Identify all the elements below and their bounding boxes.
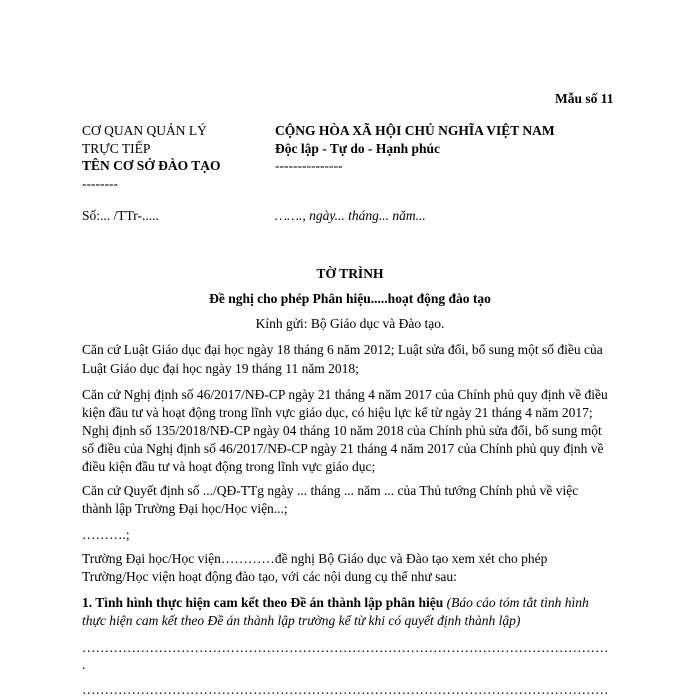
document-subject: Đề nghị cho phép Phân hiệu.....hoạt động đào tạo xyxy=(209,291,491,306)
legal-basis-2-line-3: Nghị định số 135/2018/NĐ-CP ngày 04 tháng 10 năm 2018 của Chính phủ sửa đổi, bổ sung một xyxy=(82,423,602,438)
legal-basis-placeholder: ……….; xyxy=(82,527,130,542)
document-number: Số:... /TTr-..... xyxy=(82,208,159,223)
right-divider: --------------- xyxy=(275,158,343,173)
country-name: CỘNG HÒA XÃ HỘI CHỦ NGHĨA VIỆT NAM xyxy=(275,123,555,138)
legal-basis-2-line-1: Căn cứ Nghị định số 46/2017/NĐ-CP ngày 21 tháng 4 năm 2017 của Chính phủ quy định về điều xyxy=(82,387,608,402)
document-title: TỜ TRÌNH xyxy=(316,266,384,281)
dotted-fill-end: . xyxy=(82,657,86,672)
section-1-heading-line xyxy=(82,595,589,611)
legal-basis-3-line-2: thành lập Trường Đại học/Học viện...; xyxy=(82,501,288,516)
section-1-note-line-2: thực hiện cam kết theo Đề án thành lập trường kể từ khi có quyết định thành lập) xyxy=(82,613,521,628)
dotted-fill-line-2: ……………………………………………………………………………………………………… xyxy=(82,682,609,697)
section-1-heading: 1. Tình hình thực hiện cam kết theo Đề án thành lập phân hiệu xyxy=(82,595,444,610)
legal-basis-2-line-2: kiện đầu tư và hoạt động trong lĩnh vực giáo dục, có hiệu lực kể từ ngày 21 tháng 4 năm 2017; xyxy=(82,405,593,420)
recipient-line: Kính gửi: Bộ Giáo dục và Đào tạo. xyxy=(255,316,445,331)
legal-basis-1-line-1: Căn cứ Luật Giáo dục đại học ngày 18 tháng 6 năm 2012; Luật sửa đổi, bổ sung một số điều của xyxy=(82,342,603,357)
agency-line-2: TRỰC TIẾP xyxy=(82,141,151,156)
request-line-2: Trường/Học viện hoạt động đào tạo, với các nội dung cụ thể như sau: xyxy=(82,569,457,584)
agency-line-1: CƠ QUAN QUẢN LÝ xyxy=(82,123,207,138)
legal-basis-2-line-4: số điều của Nghị định số 46/2017/NĐ-CP ngày 21 tháng 4 năm 2017 của Chính phủ quy định về xyxy=(82,441,604,456)
section-1-note-line-1: (Báo cáo tóm tắt tình hình xyxy=(446,595,589,610)
left-divider: -------- xyxy=(82,176,118,191)
institution-name: TÊN CƠ SỞ ĐÀO TẠO xyxy=(82,158,221,173)
request-line-1: Trường Đại học/Học viện…………đề nghị Bộ Giáo dục và Đào tạo xem xét cho phép xyxy=(82,551,548,566)
form-number: Mẫu số 11 xyxy=(555,91,614,106)
legal-basis-3-line-1: Căn cứ Quyết định số .../QĐ-TTg ngày ... tháng ... năm ... của Thủ tướng Chính phủ về việc xyxy=(82,483,579,498)
date-line: ……., ngày... tháng... năm... xyxy=(275,208,426,223)
dotted-fill-line-1: ……………………………………………………………………………………………………… xyxy=(82,640,609,655)
legal-basis-1-line-2: Luật Giáo dục đại học ngày 19 tháng 11 năm 2018; xyxy=(82,361,359,376)
legal-basis-2-line-5: điều kiện đầu tư và hoạt động trong lĩnh vực giáo dục; xyxy=(82,459,376,474)
national-motto: Độc lập - Tự do - Hạnh phúc xyxy=(275,141,441,156)
